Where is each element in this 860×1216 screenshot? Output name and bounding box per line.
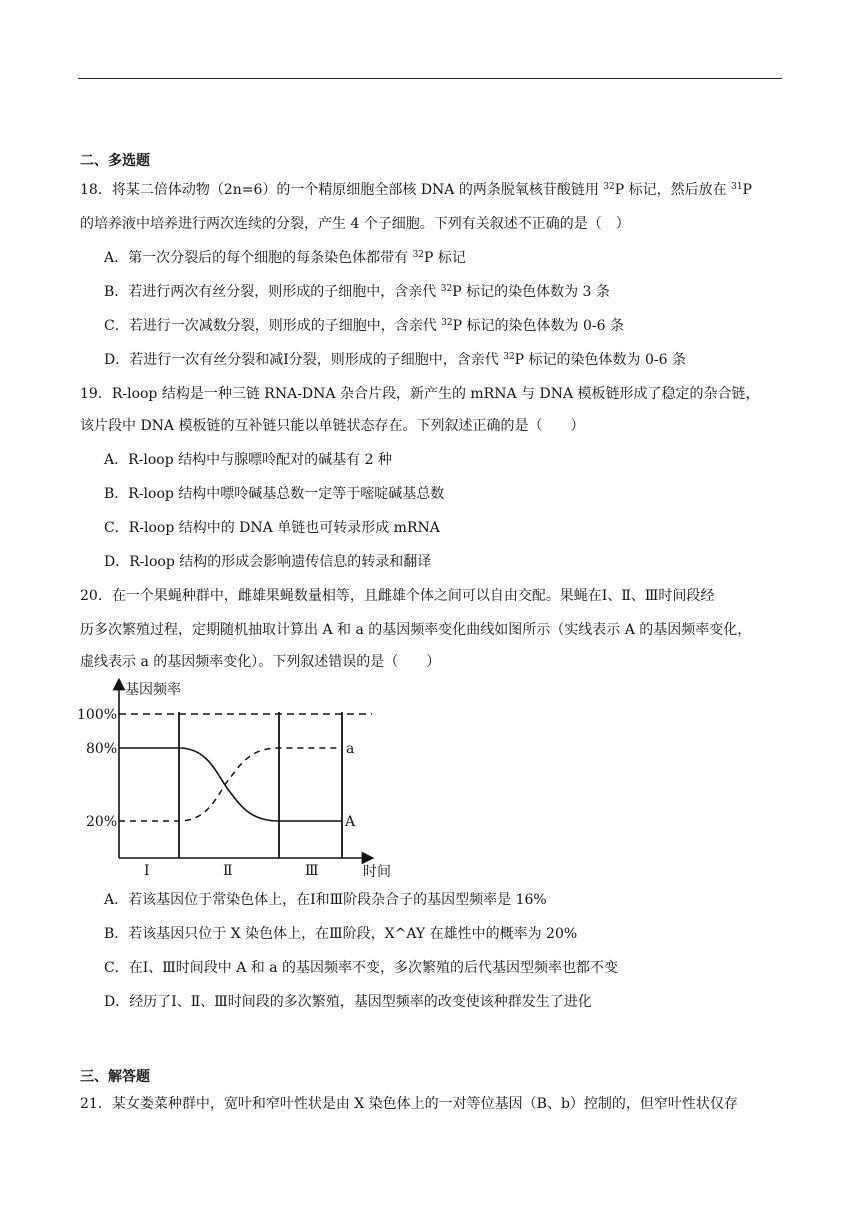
- q19-option-d: D．R-loop 结构的形成会影响遗传信息的转录和翻译: [104, 554, 432, 570]
- section-title-multiple-choice: 二、多选题: [80, 153, 150, 169]
- series-A-line: [119, 748, 342, 821]
- ytick-80: 80%: [86, 741, 118, 757]
- q20-option-a: A．若该基因位于常染色体上，在Ⅰ和Ⅲ阶段杂合子的基因型频率是 16%: [104, 892, 547, 908]
- series-a-label: a: [346, 741, 355, 757]
- q20-option-c: C．在Ⅰ、Ⅲ时间段中 A 和 a 的基因频率不变，多次繁殖的后代基因型频率也都不变: [104, 960, 618, 976]
- section-title-answer-questions: 三、解答题: [80, 1069, 150, 1085]
- q18-stem-line2: 的培养液中培养进行两次连续的分裂，产生 4 个子细胞。下列有关叙述不正确的是（ ）: [80, 216, 630, 232]
- q21-stem-line1: 21．某女娄菜种群中，宽叶和窄叶性状是由 X 染色体上的一对等位基因（B、b）控制的，但窄叶性状仅存: [80, 1096, 738, 1112]
- q18-option-d: D．若进行一次有丝分裂和减Ⅰ分裂，则形成的子细胞中，含亲代 $^{32}$P 标记的染色体数为 0-6 条: [104, 352, 686, 368]
- q20-option-d: D．经历了Ⅰ、Ⅱ、Ⅲ时间段的多次繁殖，基因型频率的改变使该种群发生了进化: [104, 994, 592, 1010]
- q19-option-c: C．R-loop 结构中的 DNA 单链也可转录形成 mRNA: [104, 520, 440, 536]
- q19-stem-line1: 19．R-loop 结构是一种三链 RNA-DNA 杂合片段，新产生的 mRNA 与 DNA 模板链形成了稳定的杂合链，: [80, 386, 760, 402]
- q18-stem-line1: 18．将某二倍体动物（2n=6）的一个精原细胞全部核 DNA 的两条脱氧核苷酸链用 $^{32}$P 标记，然后放在 $^{31}$P: [80, 182, 752, 198]
- q19-option-a: A．R-loop 结构中与腺嘌呤配对的碱基有 2 种: [104, 452, 392, 468]
- period-label-2: Ⅱ: [223, 863, 233, 879]
- ytick-100: 100%: [77, 707, 118, 723]
- q20-option-b: B．若该基因只位于 X 染色体上，在Ⅲ阶段，X^AY 在雄性中的概率为 20%: [104, 926, 578, 942]
- x-axis-label: 时间: [363, 864, 391, 880]
- q20-stem-line3: 虚线表示 a 的基因频率变化）。下列叙述错误的是（ ）: [80, 654, 441, 670]
- q18-option-b: B．若进行两次有丝分裂，则形成的子细胞中，含亲代 $^{32}$P 标记的染色体数为 3 条: [104, 284, 610, 300]
- q19-stem-line2: 该片段中 DNA 模板链的互补链只能以单链状态存在。下列叙述正确的是（ ）: [80, 418, 585, 434]
- q20-stem-line2: 历多次繁殖过程，定期随机抽取计算出 A 和 a 的基因频率变化曲线如图所示（实线表示 A 的基因频率变化，: [80, 622, 752, 638]
- period-label-3: Ⅲ: [305, 863, 319, 879]
- q20-stem-line1: 20．在一个果蝇种群中，雌雄果蝇数量相等，且雌雄个体之间可以自由交配。果蝇在Ⅰ、Ⅱ、Ⅲ时间段经: [80, 588, 715, 604]
- series-A-label: A: [345, 814, 356, 830]
- header-rule: [78, 78, 782, 79]
- series-a-line: [119, 748, 342, 821]
- q18-option-a: A．第一次分裂后的每个细胞的每条染色体都带有 $^{32}$P 标记: [104, 250, 466, 266]
- gene-frequency-chart: [72, 678, 402, 882]
- ytick-20: 20%: [86, 814, 118, 830]
- q18-option-c: C．若进行一次减数分裂，则形成的子细胞中，含亲代 $^{32}$P 标记的染色体数为 0-6 条: [104, 318, 624, 334]
- q19-option-b: B．R-loop 结构中嘌呤碱基总数一定等于嘧啶碱基总数: [104, 486, 445, 502]
- period-label-1: Ⅰ: [144, 863, 150, 879]
- y-axis-label: 基因频率: [125, 682, 181, 698]
